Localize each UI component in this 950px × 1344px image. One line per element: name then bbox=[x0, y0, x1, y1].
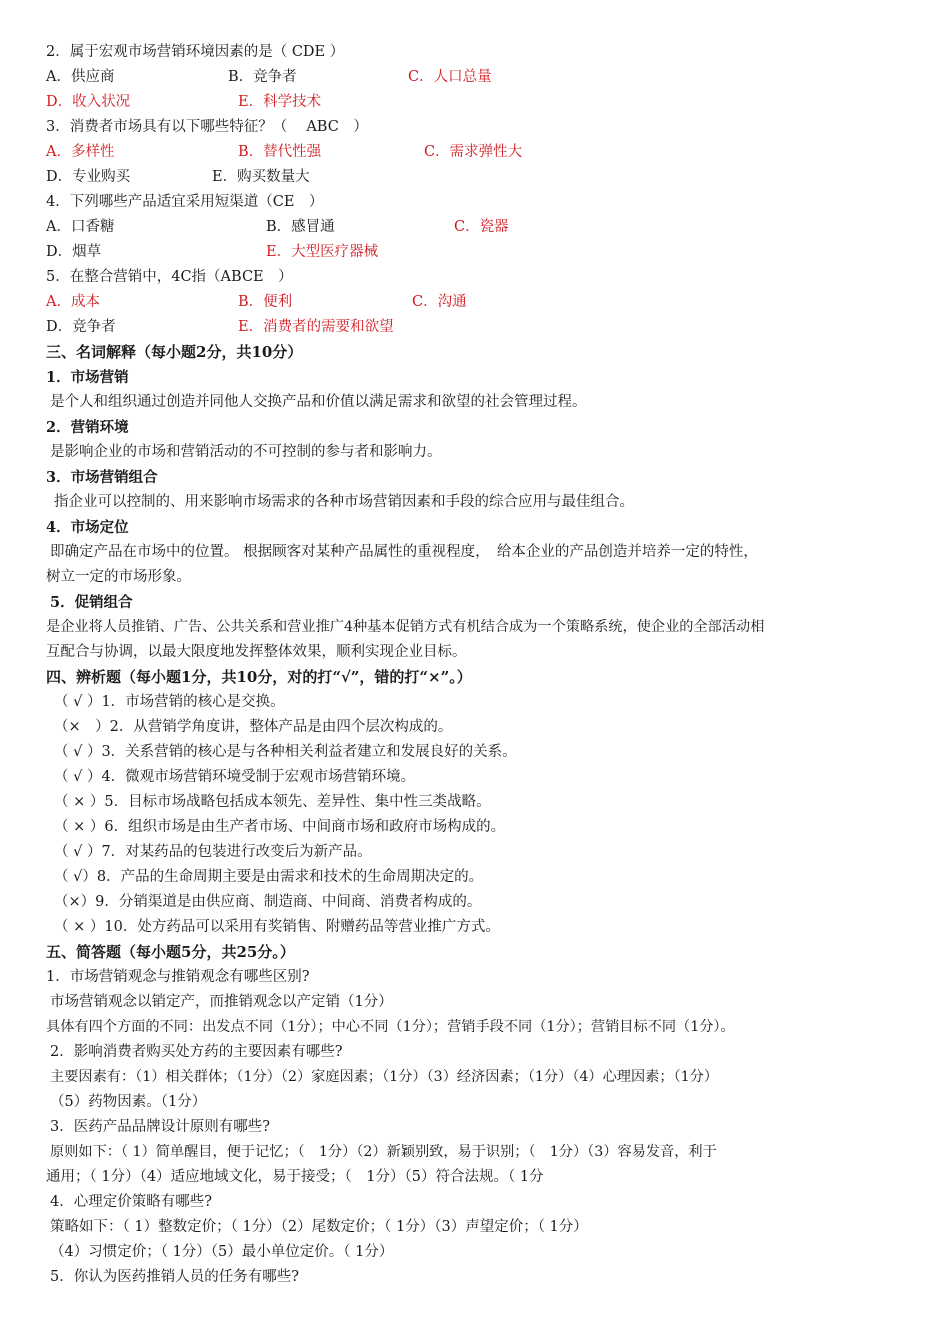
section-title-true-false: 四、辨析题（每小题1分，共10分，对的打“√”，错的打“×”。） bbox=[46, 668, 472, 686]
mc-option-answer: E．科学技术 bbox=[238, 94, 322, 110]
mc-option: E．购买数量大 bbox=[212, 169, 310, 185]
mc-option: D．专业购买 bbox=[46, 169, 131, 185]
sa-question: 3．医药产品品牌设计原则有哪些? bbox=[50, 1119, 270, 1135]
sa-answer: 市场营销观念以销定产，而推销观念以产定销（1分） bbox=[50, 994, 393, 1010]
sa-answer: （5）药物因素。（1分） bbox=[50, 1094, 207, 1110]
tf-item: （ √ ）7．对某药品的包装进行改变后为新产品。 bbox=[54, 844, 372, 860]
section-title-short-answer: 五、简答题（每小题5分，共25分。） bbox=[46, 943, 295, 961]
tf-item: （×）9．分销渠道是由供应商、制造商、中间商、消费者构成的。 bbox=[54, 894, 482, 910]
sa-question: 2．影响消费者购买处方药的主要因素有哪些? bbox=[50, 1044, 343, 1060]
tf-item: （ × ）6．组织市场是由生产者市场、中间商市场和政府市场构成的。 bbox=[54, 819, 506, 835]
mc-option-answer: C．需求弹性大 bbox=[424, 144, 523, 160]
tf-item: （ × ）5．目标市场战略包括成本领先、差异性、集中性三类战略。 bbox=[54, 794, 491, 810]
mc-option-answer: E．大型医疗器械 bbox=[266, 244, 379, 260]
sa-answer: 通用；（ 1分）（4）适应地域文化，易于接受；（ 1分）（5）符合法规。（ 1分 bbox=[46, 1169, 544, 1185]
sa-question: 4．心理定价策略有哪些? bbox=[50, 1194, 212, 1210]
mc-question-2: 2．属于宏观市场营销环境因素的是（ CDE ） bbox=[46, 44, 345, 60]
mc-option-answer: E．消费者的需要和欲望 bbox=[238, 319, 394, 335]
term-definition: 即确定产品在市场中的位置。 根据顾客对某种产品属性的重视程度， 给本企业的产品创造并培养一定的特性， bbox=[50, 544, 758, 560]
sa-answer: 原则如下：（ 1）简单醒目，便于记忆；（ 1分）（2）新颖别致，易于识别；（ 1分）（3）容易发音，利于 bbox=[50, 1144, 717, 1160]
term-definition: 互配合与协调，以最大限度地发挥整体效果，顺利实现企业目标。 bbox=[46, 644, 467, 660]
mc-question-4: 4．下列哪些产品适宜采用短渠道（CE ） bbox=[46, 194, 324, 210]
tf-item: （ √ ）1．市场营销的核心是交换。 bbox=[54, 694, 285, 710]
sa-question: 1．市场营销观念与推销观念有哪些区别? bbox=[46, 969, 310, 985]
sa-answer: 策略如下：（ 1）整数定价；（ 1分）（2）尾数定价；（ 1分）（3）声望定价；（ 1分） bbox=[50, 1219, 588, 1235]
mc-option: B．竞争者 bbox=[228, 69, 297, 85]
term-definition: 是个人和组织通过创造并同他人交换产品和价值以满足需求和欲望的社会管理过程。 bbox=[50, 394, 587, 410]
mc-option-answer: B．便利 bbox=[238, 294, 293, 310]
mc-question-3: 3．消费者市场具有以下哪些特征？（ ABC ） bbox=[46, 119, 368, 135]
sa-answer: 具体有四个方面的不同：出发点不同（1分）；中心不同（1分）；营销手段不同（1分）；营销目标不同（1分）。 bbox=[46, 1019, 735, 1035]
term-heading: 3．市场营销组合 bbox=[46, 469, 158, 486]
tf-item: （× ）2．从营销学角度讲，整体产品是由四个层次构成的。 bbox=[54, 719, 453, 735]
sa-question: 5．你认为医药推销人员的任务有哪些? bbox=[50, 1269, 299, 1285]
term-definition: 是影响企业的市场和营销活动的不可控制的参与者和影响力。 bbox=[50, 444, 442, 460]
term-definition: 树立一定的市场形象。 bbox=[46, 569, 191, 585]
tf-item: （ √ ）4．微观市场营销环境受制于宏观市场营销环境。 bbox=[54, 769, 416, 785]
mc-option-answer: B．替代性强 bbox=[238, 144, 322, 160]
sa-answer: （4）习惯定价；（ 1分）（5）最小单位定价。（ 1分） bbox=[50, 1244, 394, 1260]
term-definition: 指企业可以控制的、用来影响市场需求的各种市场营销因素和手段的综合应用与最佳组合。 bbox=[54, 494, 634, 510]
sa-answer: 主要因素有：（1）相关群体；（1分）（2）家庭因素；（1分）（3）经济因素；（1分）（4）心理因素；（1分） bbox=[50, 1069, 719, 1085]
mc-option: A．口香糖 bbox=[46, 219, 115, 235]
mc-option-answer: C．瓷器 bbox=[454, 219, 509, 235]
mc-option-answer: A．成本 bbox=[46, 294, 100, 310]
tf-item: （ √）8．产品的生命周期主要是由需求和技术的生命周期决定的。 bbox=[54, 869, 484, 885]
mc-option: D．烟草 bbox=[46, 244, 102, 260]
term-definition: 是企业将人员推销、广告、公共关系和营业推广4种基本促销方式有机结合成为一个策略系统，使企业的全部活动相 bbox=[46, 619, 765, 635]
mc-question-5: 5．在整合营销中，4C指（ABCE ） bbox=[46, 269, 293, 285]
term-heading: 5．促销组合 bbox=[50, 594, 133, 611]
mc-option-answer: A．多样性 bbox=[46, 144, 115, 160]
tf-item: （ √ ）3．关系营销的核心是与各种相关利益者建立和发展良好的关系。 bbox=[54, 744, 517, 760]
mc-option: D．竞争者 bbox=[46, 319, 116, 335]
mc-option: A．供应商 bbox=[46, 69, 115, 85]
mc-option: B．感冒通 bbox=[266, 219, 335, 235]
tf-item: （ × ）10．处方药品可以采用有奖销售、附赠药品等营业推广方式。 bbox=[54, 919, 500, 935]
mc-option-answer: D．收入状况 bbox=[46, 94, 131, 110]
section-title-terms: 三、名词解释（每小题2分，共10分） bbox=[46, 343, 303, 361]
mc-option-answer: C．沟通 bbox=[412, 294, 467, 310]
term-heading: 1．市场营销 bbox=[46, 369, 129, 386]
term-heading: 4．市场定位 bbox=[46, 519, 129, 536]
mc-option-answer: C．人口总量 bbox=[408, 69, 492, 85]
term-heading: 2．营销环境 bbox=[46, 419, 129, 436]
